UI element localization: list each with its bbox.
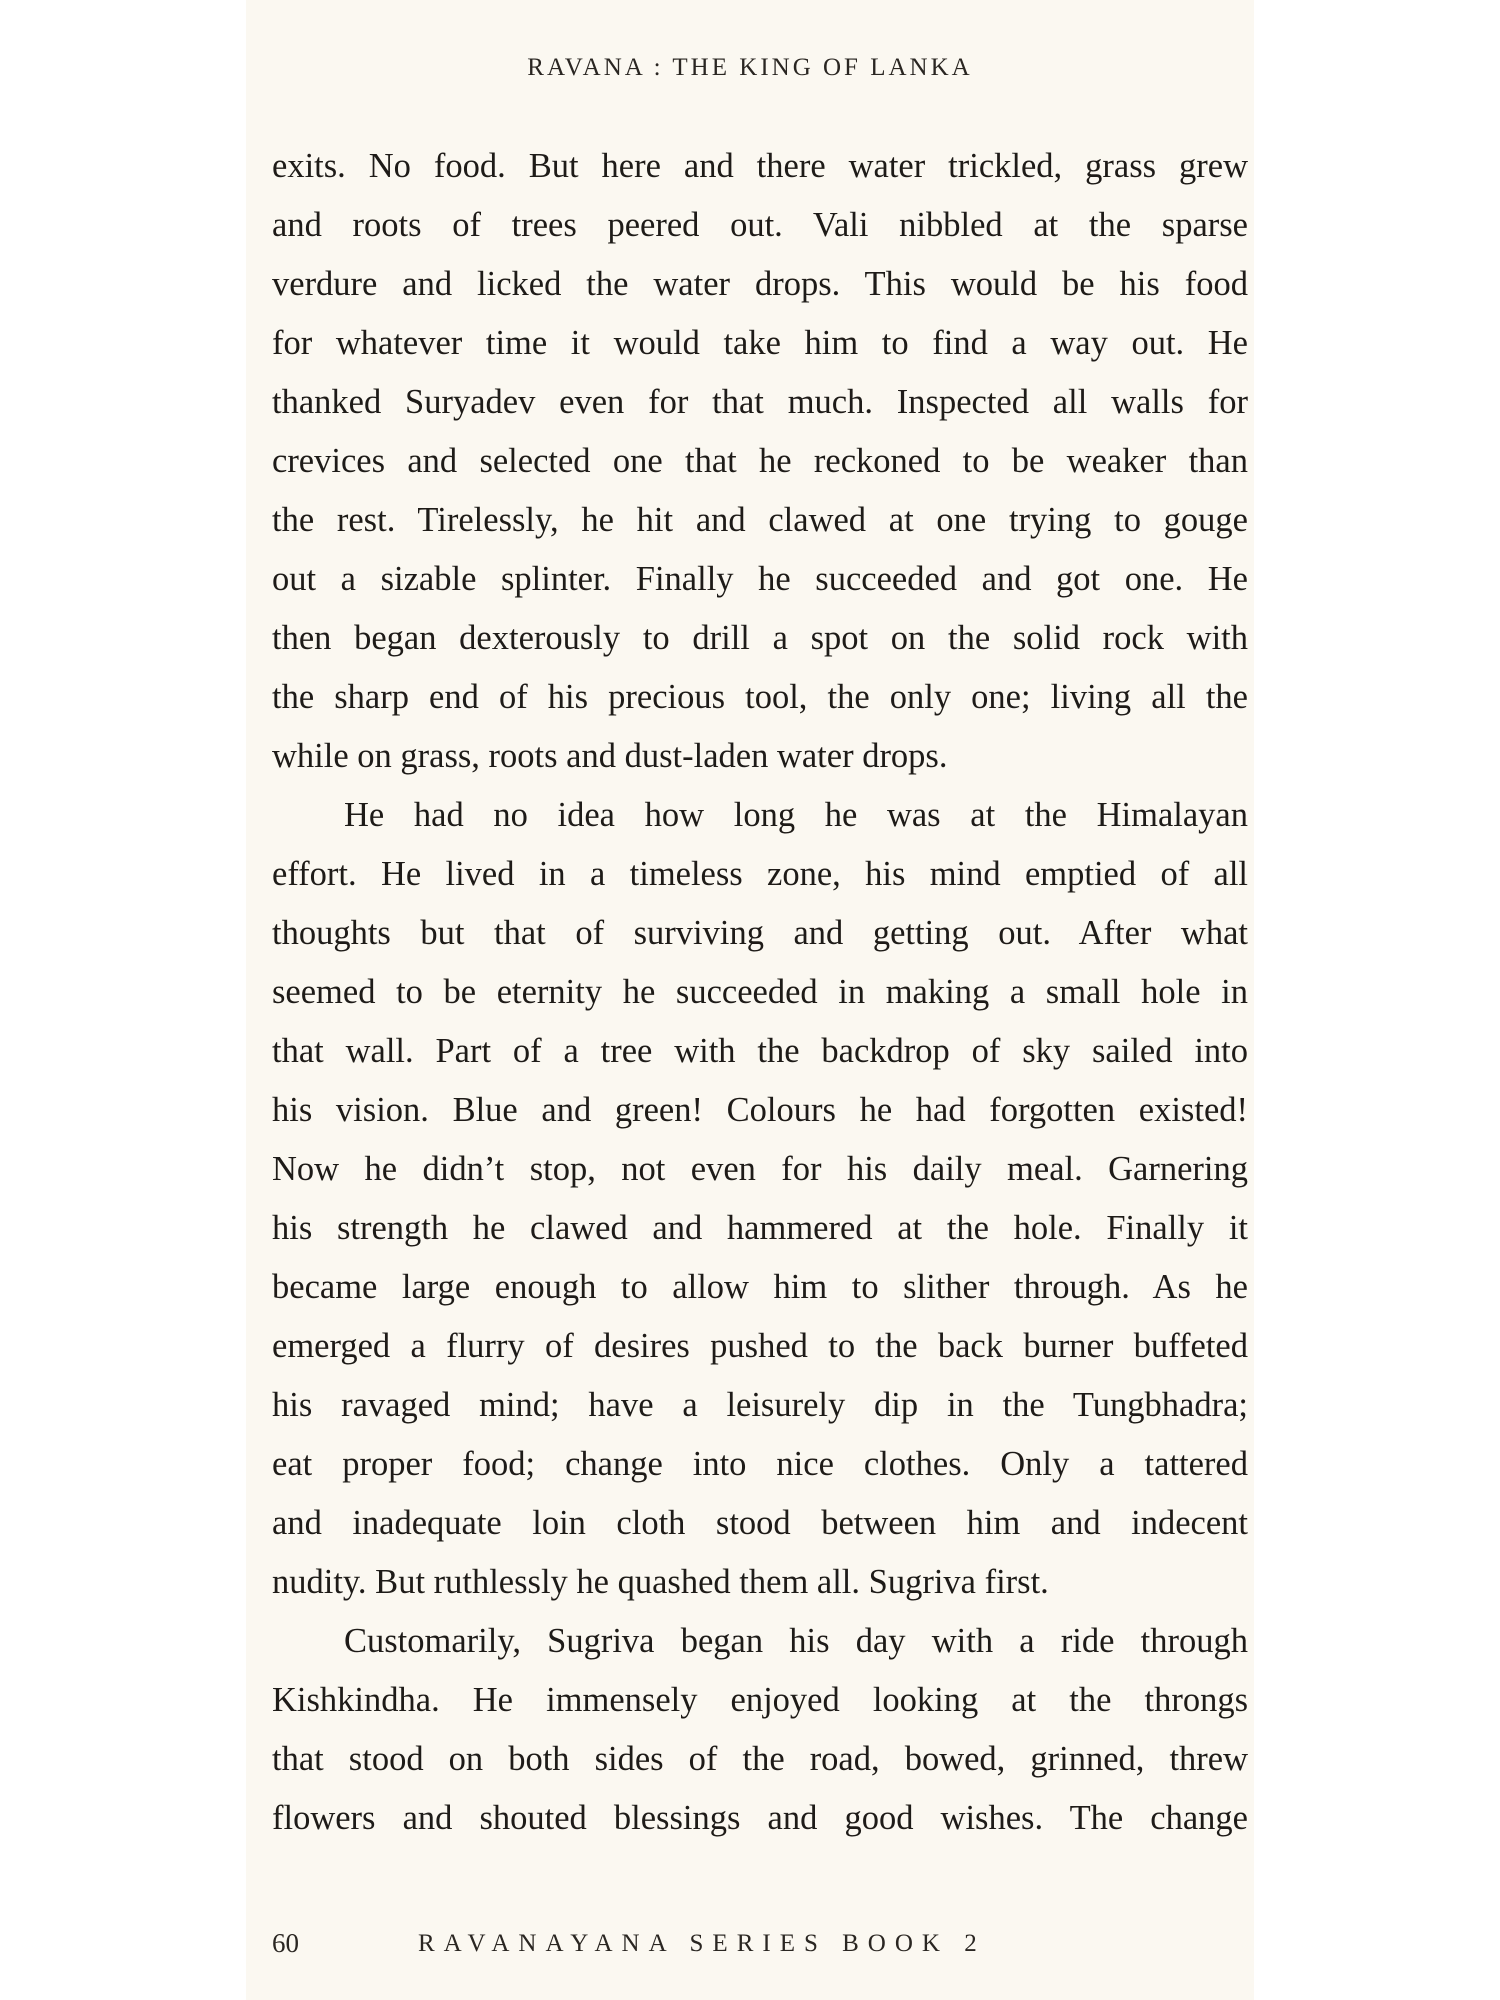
text-line: Now he didn’t stop, not even for his daily meal. Garnering bbox=[272, 1150, 1248, 1188]
text-line: his ravaged mind; have a leisurely dip in the Tungbhadra; bbox=[272, 1386, 1248, 1424]
text-line: his strength he clawed and hammered at the hole. Finally it bbox=[272, 1209, 1248, 1247]
text-line: He had no idea how long he was at the Himalayan bbox=[344, 796, 1248, 834]
text-line: out a sizable splinter. Finally he succeeded and got one. He bbox=[272, 560, 1248, 598]
text-line: emerged a flurry of desires pushed to the back burner buffeted bbox=[272, 1327, 1248, 1365]
text-line: nudity. But ruthlessly he quashed them all. Sugriva first. bbox=[272, 1563, 1049, 1601]
text-line: that wall. Part of a tree with the backdrop of sky sailed into bbox=[272, 1032, 1248, 1070]
page-footer bbox=[272, 1928, 1248, 1968]
text-line: became large enough to allow him to slither through. As he bbox=[272, 1268, 1248, 1306]
body-text bbox=[272, 137, 1248, 1848]
text-line: his vision. Blue and green! Colours he had forgotten existed! bbox=[272, 1091, 1248, 1129]
text-line: the sharp end of his precious tool, the only one; living all the bbox=[272, 678, 1248, 716]
text-line: effort. He lived in a timeless zone, his mind emptied of all bbox=[272, 855, 1248, 893]
text-line: Kishkindha. He immensely enjoyed looking at the throngs bbox=[272, 1681, 1248, 1719]
text-line: crevices and selected one that he reckoned to be weaker than bbox=[272, 442, 1248, 480]
book-page bbox=[246, 0, 1254, 2000]
text-line: and roots of trees peered out. Vali nibbled at the sparse bbox=[272, 206, 1248, 244]
text-line: then began dexterously to drill a spot on the solid rock with bbox=[272, 619, 1248, 657]
paragraph-1 bbox=[272, 137, 1248, 786]
text-line: while on grass, roots and dust-laden water drops. bbox=[272, 737, 948, 775]
text-line: and inadequate loin cloth stood between him and indecent bbox=[272, 1504, 1248, 1542]
running-header: RAVANA : THE KING OF LANKA bbox=[527, 54, 973, 81]
page-number: 60 bbox=[272, 1928, 299, 1958]
text-line: seemed to be eternity he succeeded in making a small hole in bbox=[272, 973, 1248, 1011]
text-line: thoughts but that of surviving and getting out. After what bbox=[272, 914, 1248, 952]
text-line: for whatever time it would take him to find a way out. He bbox=[272, 324, 1248, 362]
paragraph-3 bbox=[272, 1612, 1248, 1848]
series-title: RAVANAYANA SERIES BOOK 2 bbox=[418, 1930, 986, 1957]
paragraph-2 bbox=[272, 786, 1248, 1612]
text-line: thanked Suryadev even for that much. Inspected all walls for bbox=[272, 383, 1248, 421]
text-line: flowers and shouted blessings and good wishes. The change bbox=[272, 1799, 1248, 1837]
text-line: eat proper food; change into nice clothes. Only a tattered bbox=[272, 1445, 1248, 1483]
text-line: Customarily, Sugriva began his day with a ride through bbox=[344, 1622, 1248, 1660]
text-line: exits. No food. But here and there water trickled, grass grew bbox=[272, 147, 1248, 185]
text-line: verdure and licked the water drops. This would be his food bbox=[272, 265, 1248, 303]
text-line: the rest. Tirelessly, he hit and clawed at one trying to gouge bbox=[272, 501, 1248, 539]
text-line: that stood on both sides of the road, bowed, grinned, threw bbox=[272, 1740, 1248, 1778]
